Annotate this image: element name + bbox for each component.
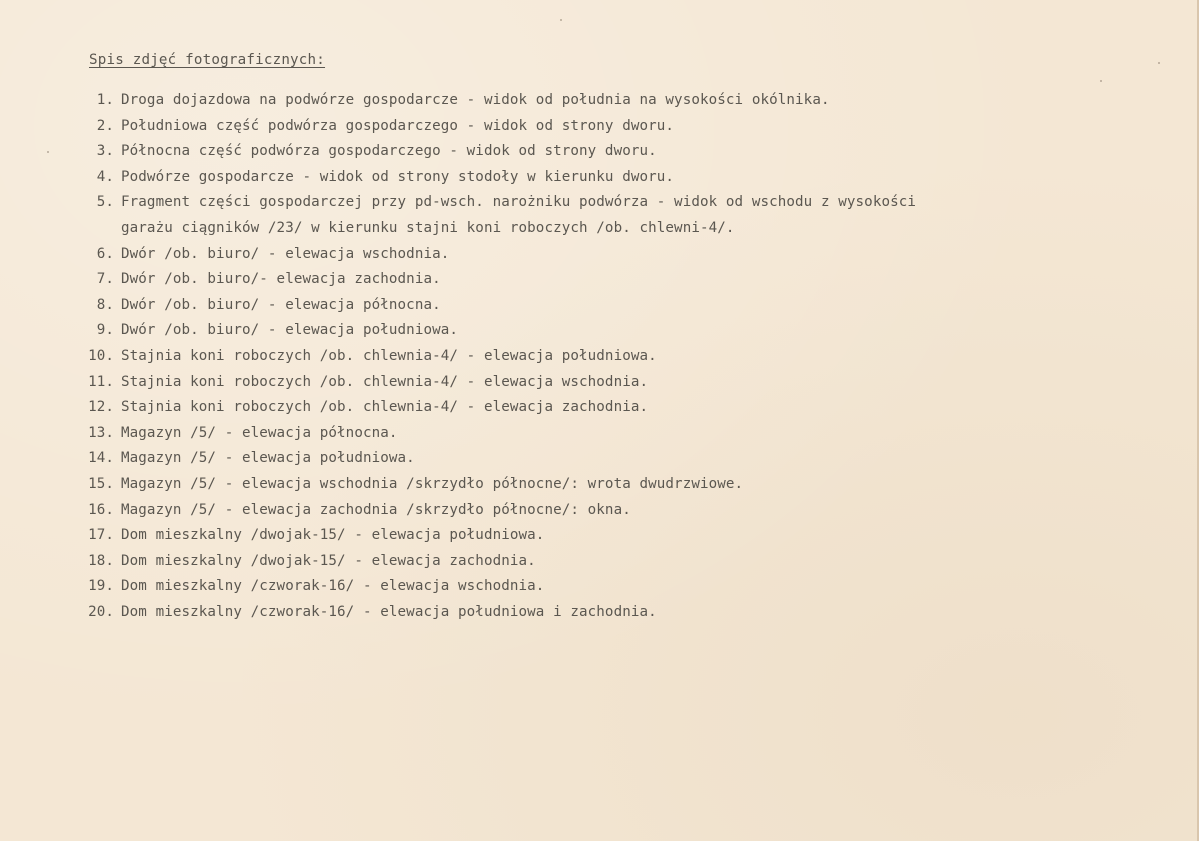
- item-number-cell: [76, 574, 121, 600]
- item-text: [121, 421, 398, 447]
- item-number: 9.: [96, 322, 114, 339]
- item-text: [121, 574, 544, 600]
- list-item: [76, 190, 916, 241]
- item-text: [121, 242, 449, 268]
- item-text-line: Dom mieszkalny /dwojak-15/ - elewacja zachodnia.: [121, 552, 536, 569]
- list-item: [76, 446, 916, 472]
- list-item: [76, 523, 916, 549]
- item-text: [121, 139, 657, 165]
- item-text: [121, 600, 657, 626]
- list-item: [76, 395, 916, 421]
- item-text-line: Dwór /ob. biuro/ - elewacja wschodnia.: [121, 245, 450, 262]
- item-number-cell: [76, 472, 121, 498]
- item-text-line: Magazyn /5/ - elewacja zachodnia /skrzydło północne/: okna.: [121, 501, 631, 518]
- item-number: 18.: [88, 552, 114, 569]
- item-text: [121, 318, 458, 344]
- item-text: [121, 370, 648, 396]
- item-text-line: Dwór /ob. biuro/- elewacja zachodnia.: [121, 271, 441, 288]
- list-item: [76, 472, 916, 498]
- item-text-line: Magazyn /5/ - elewacja wschodnia /skrzydło północne/: wrota dwudrzwiowe.: [121, 475, 744, 492]
- item-text-line: Północna część podwórza gospodarczego - widok od strony dworu.: [121, 143, 657, 160]
- item-number-cell: [76, 139, 121, 165]
- item-text: [121, 293, 441, 319]
- item-number: 8.: [96, 296, 114, 313]
- item-text-line: Stajnia koni roboczych /ob. chlewnia-4/ - elewacja zachodnia.: [121, 399, 649, 416]
- item-number: 16.: [88, 501, 114, 518]
- paper-speck: [1158, 62, 1160, 64]
- item-number-cell: [76, 267, 121, 293]
- paper-speck: [560, 19, 562, 21]
- item-number-cell: [76, 88, 121, 114]
- list-item: [76, 498, 916, 524]
- item-text-line: Dom mieszkalny /czworak-16/ - elewacja wschodnia.: [121, 578, 545, 595]
- item-number-cell: [76, 190, 121, 241]
- item-number: 14.: [88, 450, 114, 467]
- item-text-line: Stajnia koni roboczych /ob. chlewnia-4/ - elewacja południowa.: [121, 347, 657, 364]
- item-text: [121, 395, 648, 421]
- item-number: 17.: [88, 527, 114, 544]
- item-number: 7.: [96, 271, 114, 288]
- item-number: 10.: [88, 347, 114, 364]
- item-text-line: Dwór /ob. biuro/ - elewacja południowa.: [121, 322, 459, 339]
- list-item: [76, 318, 916, 344]
- paper-speck: [47, 151, 49, 153]
- item-text: [121, 114, 674, 140]
- item-text-line: Magazyn /5/ - elewacja południowa.: [121, 450, 415, 467]
- item-number: 12.: [88, 399, 114, 416]
- item-number: 2.: [96, 117, 114, 134]
- list-item: [76, 267, 916, 293]
- item-number: 6.: [96, 245, 114, 262]
- item-number: 13.: [88, 424, 114, 441]
- item-text-line: Dom mieszkalny /czworak-16/ - elewacja południowa i zachodnia.: [121, 603, 657, 620]
- list-item: [76, 421, 916, 447]
- paper-speck: [1100, 80, 1102, 82]
- item-number-cell: [76, 293, 121, 319]
- item-number-cell: [76, 242, 121, 268]
- item-text: [121, 190, 916, 241]
- list-item: [76, 600, 916, 626]
- document-title: Spis zdjęć fotograficznych:: [89, 52, 326, 68]
- item-number-cell: [76, 421, 121, 447]
- item-text-line: Dom mieszkalny /dwojak-15/ - elewacja południowa.: [121, 527, 545, 544]
- item-number: 11.: [88, 373, 114, 390]
- item-text: [121, 267, 441, 293]
- item-number-cell: [76, 165, 121, 191]
- list-item: [76, 165, 916, 191]
- item-number-cell: [76, 370, 121, 396]
- item-text-line: Podwórze gospodarcze - widok od strony stodoły w kierunku dworu.: [121, 168, 675, 185]
- item-number-cell: [76, 114, 121, 140]
- item-number: 20.: [88, 603, 114, 620]
- item-text-line: garażu ciągników /23/ w kierunku stajni koni roboczych /ob. chlewni-4/.: [121, 219, 735, 236]
- item-text: [121, 88, 830, 114]
- list-item: [76, 114, 916, 140]
- item-number-cell: [76, 600, 121, 626]
- item-number: 4.: [96, 168, 114, 185]
- item-text: [121, 549, 536, 575]
- item-number: 19.: [88, 578, 114, 595]
- item-number: 1.: [96, 92, 114, 108]
- item-text: [121, 165, 674, 191]
- list-item: [76, 370, 916, 396]
- item-text: [121, 498, 631, 524]
- item-text: [121, 446, 415, 472]
- item-text: [121, 472, 743, 498]
- item-number-cell: [76, 395, 121, 421]
- list-item: [76, 88, 916, 114]
- item-number: 15.: [88, 475, 114, 492]
- photo-list: [76, 88, 916, 625]
- list-item: [76, 574, 916, 600]
- item-text-line: Magazyn /5/ - elewacja północna.: [121, 424, 398, 441]
- item-text-line: Południowa część podwórza gospodarczego - widok od strony dworu.: [121, 117, 675, 134]
- item-text-line: Dwór /ob. biuro/ - elewacja północna.: [121, 296, 441, 313]
- item-number-cell: [76, 549, 121, 575]
- item-number-cell: [76, 344, 121, 370]
- item-text-line: Stajnia koni roboczych /ob. chlewnia-4/ - elewacja wschodnia.: [121, 373, 649, 390]
- item-number-cell: [76, 523, 121, 549]
- list-item: [76, 139, 916, 165]
- list-item: [76, 549, 916, 575]
- list-item: [76, 344, 916, 370]
- item-number-cell: [76, 446, 121, 472]
- list-item: [76, 293, 916, 319]
- list-item: [76, 242, 916, 268]
- item-text: [121, 523, 544, 549]
- item-text-line: Droga dojazdowa na podwórze gospodarcze - widok od południa na wysokości okólnika.: [121, 92, 830, 108]
- item-number-cell: [76, 318, 121, 344]
- item-number: 3.: [96, 143, 114, 160]
- item-number-cell: [76, 498, 121, 524]
- item-number: 5.: [96, 194, 114, 211]
- item-text: [121, 344, 657, 370]
- item-text-line: Fragment części gospodarczej przy pd-wsch. narożniku podwórza - widok od wschodu z wysokości: [121, 194, 917, 211]
